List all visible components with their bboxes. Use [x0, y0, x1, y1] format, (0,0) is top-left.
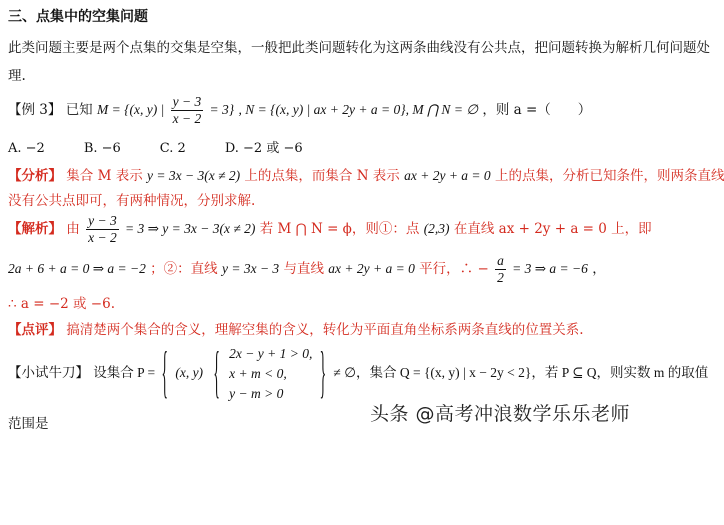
solution-end: ， — [592, 261, 606, 277]
set-m-tail: = 3} — [209, 102, 235, 117]
solution-fraction — [86, 213, 119, 246]
practice-label: 【小试牛刀】 — [8, 365, 89, 381]
solution-fraction-numerator: y − 3 — [88, 213, 117, 228]
analysis-eq-a: y = 3x − 3(x ≠ 2) — [147, 168, 241, 183]
set-m-fraction — [171, 94, 204, 127]
system-line-2: x + m < 0, — [229, 365, 287, 381]
analysis-text-b: 上的点集，而集合 N 表示 — [244, 168, 405, 184]
example-prefix: 已知 — [65, 102, 93, 118]
set-n: , N = {(x, y) | ax + 2y + a = 0}, M ⋂ N = ∅ — [238, 102, 479, 117]
example-question: ，则 a =（ ） — [482, 102, 592, 118]
analysis-text-a: 集合 M 表示 — [66, 168, 147, 184]
system-left-brace: { — [213, 339, 220, 403]
watermark: 头条 @高考冲浪数学乐乐老师 — [369, 403, 630, 425]
solution-point: (2,3) — [423, 221, 450, 236]
solution-tag: 【解析】 — [8, 221, 62, 237]
analysis-tag: 【分析】 — [8, 168, 62, 184]
solution-eq4: = 3 ⇒ a = −6 — [512, 261, 588, 276]
system-line-3: y − m > 0 — [229, 385, 284, 401]
intro-line-2: 理. — [8, 68, 26, 84]
solution-eq3: ax + 2y + a = 0 — [328, 261, 415, 276]
solution-line-1 — [8, 212, 652, 246]
practice-after: ≠ ∅，集合 Q = {(x, y) | x − 2y < 2}，若 P ⊆ Q，则实数 m 的取值 — [333, 365, 709, 380]
practice-prefix: 设集合 P = — [93, 365, 159, 380]
solution-tail: 在直线 ax + 2y + a = 0 上，即 — [453, 221, 652, 237]
solution-fraction-2-numerator: a — [497, 253, 504, 268]
comment-tag: 【点评】 — [8, 322, 62, 338]
outer-left-brace: { — [161, 339, 169, 403]
analysis-line-1 — [8, 164, 724, 184]
solution-eq1: 2a + 6 + a = 0 ⇒ a = −2 — [8, 261, 146, 276]
fraction-denominator: x − 2 — [172, 111, 202, 126]
comment-text: 搞清楚两个集合的含义，理解空集的含义，转化为平面直角坐标系两条直线的位置关系. — [66, 322, 584, 338]
solution-eq: = 3 ⇒ y = 3x − 3(x ≠ 2) — [125, 221, 256, 236]
analysis-line-2: 没有公共点即可，有两种情况，分别求解. — [8, 193, 256, 209]
solution-mid: 若 M ⋂ N = ϕ，则①：点 — [259, 221, 420, 237]
solution-line-2 — [8, 252, 606, 286]
section-heading: 三、点集中的空集问题 — [8, 9, 148, 25]
analysis-eq-b: ax + 2y + a = 0 — [404, 168, 491, 183]
solution-parallel: 平行，∴ − — [419, 261, 489, 277]
intro-line-1: 此类问题主要是两个点集的交集是空集，一般把此类问题转化为这两条曲线没有公共点，把问题转换为解析几何问题处 — [8, 40, 710, 56]
practice-pair: (x, y) — [175, 365, 204, 380]
fraction-numerator: y − 3 — [172, 94, 202, 109]
answer-options: A. −2 B. −6 C. 2 D. −2 或 −6 — [8, 141, 303, 156]
solution-line-3: ∴ a = −2 或 −6. — [8, 296, 115, 312]
set-m-head: M = {(x, y) | — [96, 102, 165, 117]
solution-case2: ；②：直线 — [150, 261, 222, 277]
analysis-text-c: 上的点集，分析已知条件，则两条直线 — [494, 168, 724, 184]
comment-line — [8, 318, 584, 338]
example-3 — [8, 94, 591, 126]
solution-eq2: y = 3x − 3 — [221, 261, 280, 276]
solution-pre: 由 — [66, 221, 80, 237]
solution-fraction-2 — [495, 253, 506, 286]
solution-fraction-2-denominator: 2 — [497, 270, 504, 285]
outer-right-brace: } — [319, 339, 327, 403]
range-line: 范围是 — [8, 416, 49, 432]
inequality-system — [229, 344, 312, 404]
system-line-1: 2x − y + 1 > 0, — [229, 345, 313, 361]
solution-fraction-denominator: x − 2 — [88, 230, 117, 245]
solution-mid2: 与直线 — [283, 261, 329, 277]
example-label: 【例 3】 — [8, 102, 62, 118]
